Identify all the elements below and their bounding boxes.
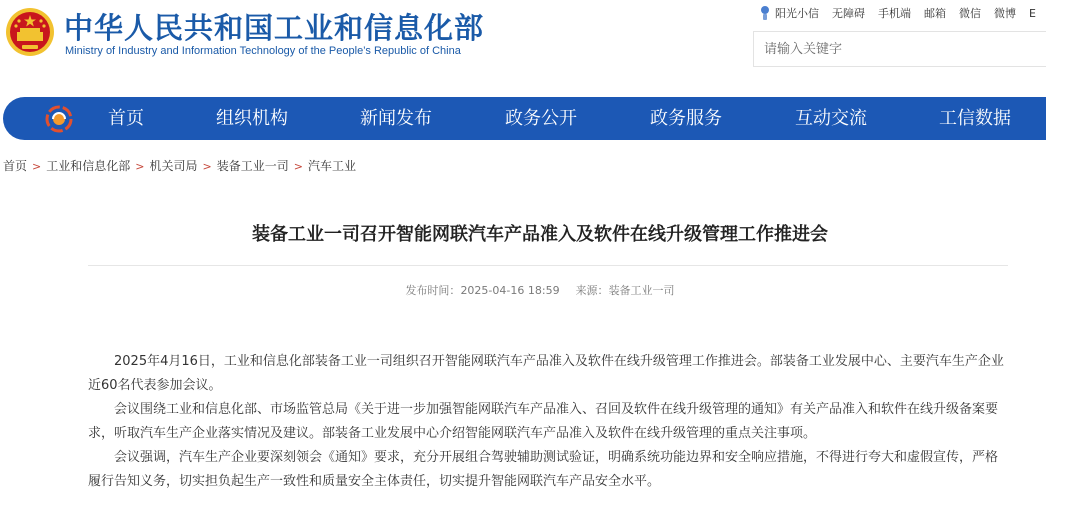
toplink-sunshine[interactable]: 阳光小信 <box>775 7 819 20</box>
article-title: 装备工业一司召开智能网联汽车产品准入及软件在线升级管理工作推进会 <box>252 224 828 245</box>
nav-data[interactable]: 工信数据 <box>939 108 1011 129</box>
nav-gov-services[interactable]: 政务服务 <box>650 108 722 129</box>
article-paragraph: 2025年4月16日，工业和信息化部装备工业一司组织召开智能网联汽车产品准入及软件在线升级管理工作推进会。部装备工业发展中心、主要汽车生产企业近60名代表参加会议。 <box>88 354 1004 393</box>
breadcrumb-separator: > <box>32 160 42 173</box>
main-nav <box>3 97 1046 140</box>
ministry-logo-icon <box>45 105 73 133</box>
site-title[interactable]: 中华人民共和国工业和信息化部 <box>64 11 485 45</box>
nav-interaction[interactable]: 互动交流 <box>795 108 867 129</box>
breadcrumb-departments[interactable]: 机关司局 <box>149 159 198 173</box>
toplink-wechat[interactable]: 微信 <box>959 7 981 20</box>
toplink-english[interactable]: E <box>1029 6 1036 20</box>
breadcrumb-ministry[interactable]: 工业和信息化部 <box>46 159 131 173</box>
breadcrumb-separator: > <box>202 160 212 173</box>
breadcrumb-home[interactable]: 首页 <box>3 159 28 173</box>
article-paragraph: 会议围绕工业和信息化部、市场监管总局《关于进一步加强智能网联汽车产品准入、召回及软件在线升级管理的通知》有关产品准入和软件在线升级备案要求，听取汽车生产企业落实情况及建议。部装备工业发展中心介绍智能网联汽车产品准入及软件在线升级管理的重点关注事项。 <box>88 402 999 441</box>
site-subtitle-en: Ministry of Industry and Information Technology of the People’s Republic of China <box>65 45 461 57</box>
breadcrumb-equipment-dept[interactable]: 装备工业一司 <box>216 159 289 173</box>
breadcrumb-separator: > <box>135 160 145 173</box>
article-body <box>88 350 1008 494</box>
toplink-mail[interactable]: 邮箱 <box>924 7 946 20</box>
breadcrumb-separator: > <box>293 160 303 173</box>
publish-time-label: 发布时间： <box>405 284 461 297</box>
search-box <box>753 31 1046 67</box>
source-label: 来源： <box>575 284 609 297</box>
search-input[interactable] <box>754 32 1046 66</box>
nav-home[interactable]: 首页 <box>108 108 144 129</box>
toplink-accessibility[interactable]: 无障碍 <box>832 7 865 20</box>
title-divider <box>88 265 1008 266</box>
top-links <box>758 3 1036 23</box>
article-paragraph: 会议强调，汽车生产企业要深刻领会《通知》要求，充分开展组合驾驶辅助测试验证，明确系统功能边界和安全响应措施，不得进行夸大和虚假宣传，严格履行告知义务，切实担负起生产一致性和质量安全主体责任，切实提升智能网联汽车产品安全水平。 <box>88 450 999 489</box>
breadcrumb-auto-industry[interactable]: 汽车工业 <box>307 159 356 173</box>
nav-organization[interactable]: 组织机构 <box>216 108 288 129</box>
toplink-mobile[interactable]: 手机端 <box>878 7 911 20</box>
article-meta <box>0 282 1080 298</box>
sunshine-icon <box>758 5 772 21</box>
national-emblem-logo <box>5 7 55 57</box>
nav-gov-affairs[interactable]: 政务公开 <box>505 108 577 129</box>
nav-news[interactable]: 新闻发布 <box>360 108 432 129</box>
breadcrumb <box>3 157 356 174</box>
toplink-weibo[interactable]: 微博 <box>994 7 1016 20</box>
publish-time: 2025-04-16 18:59 <box>460 284 560 297</box>
source: 装备工业一司 <box>608 284 675 297</box>
